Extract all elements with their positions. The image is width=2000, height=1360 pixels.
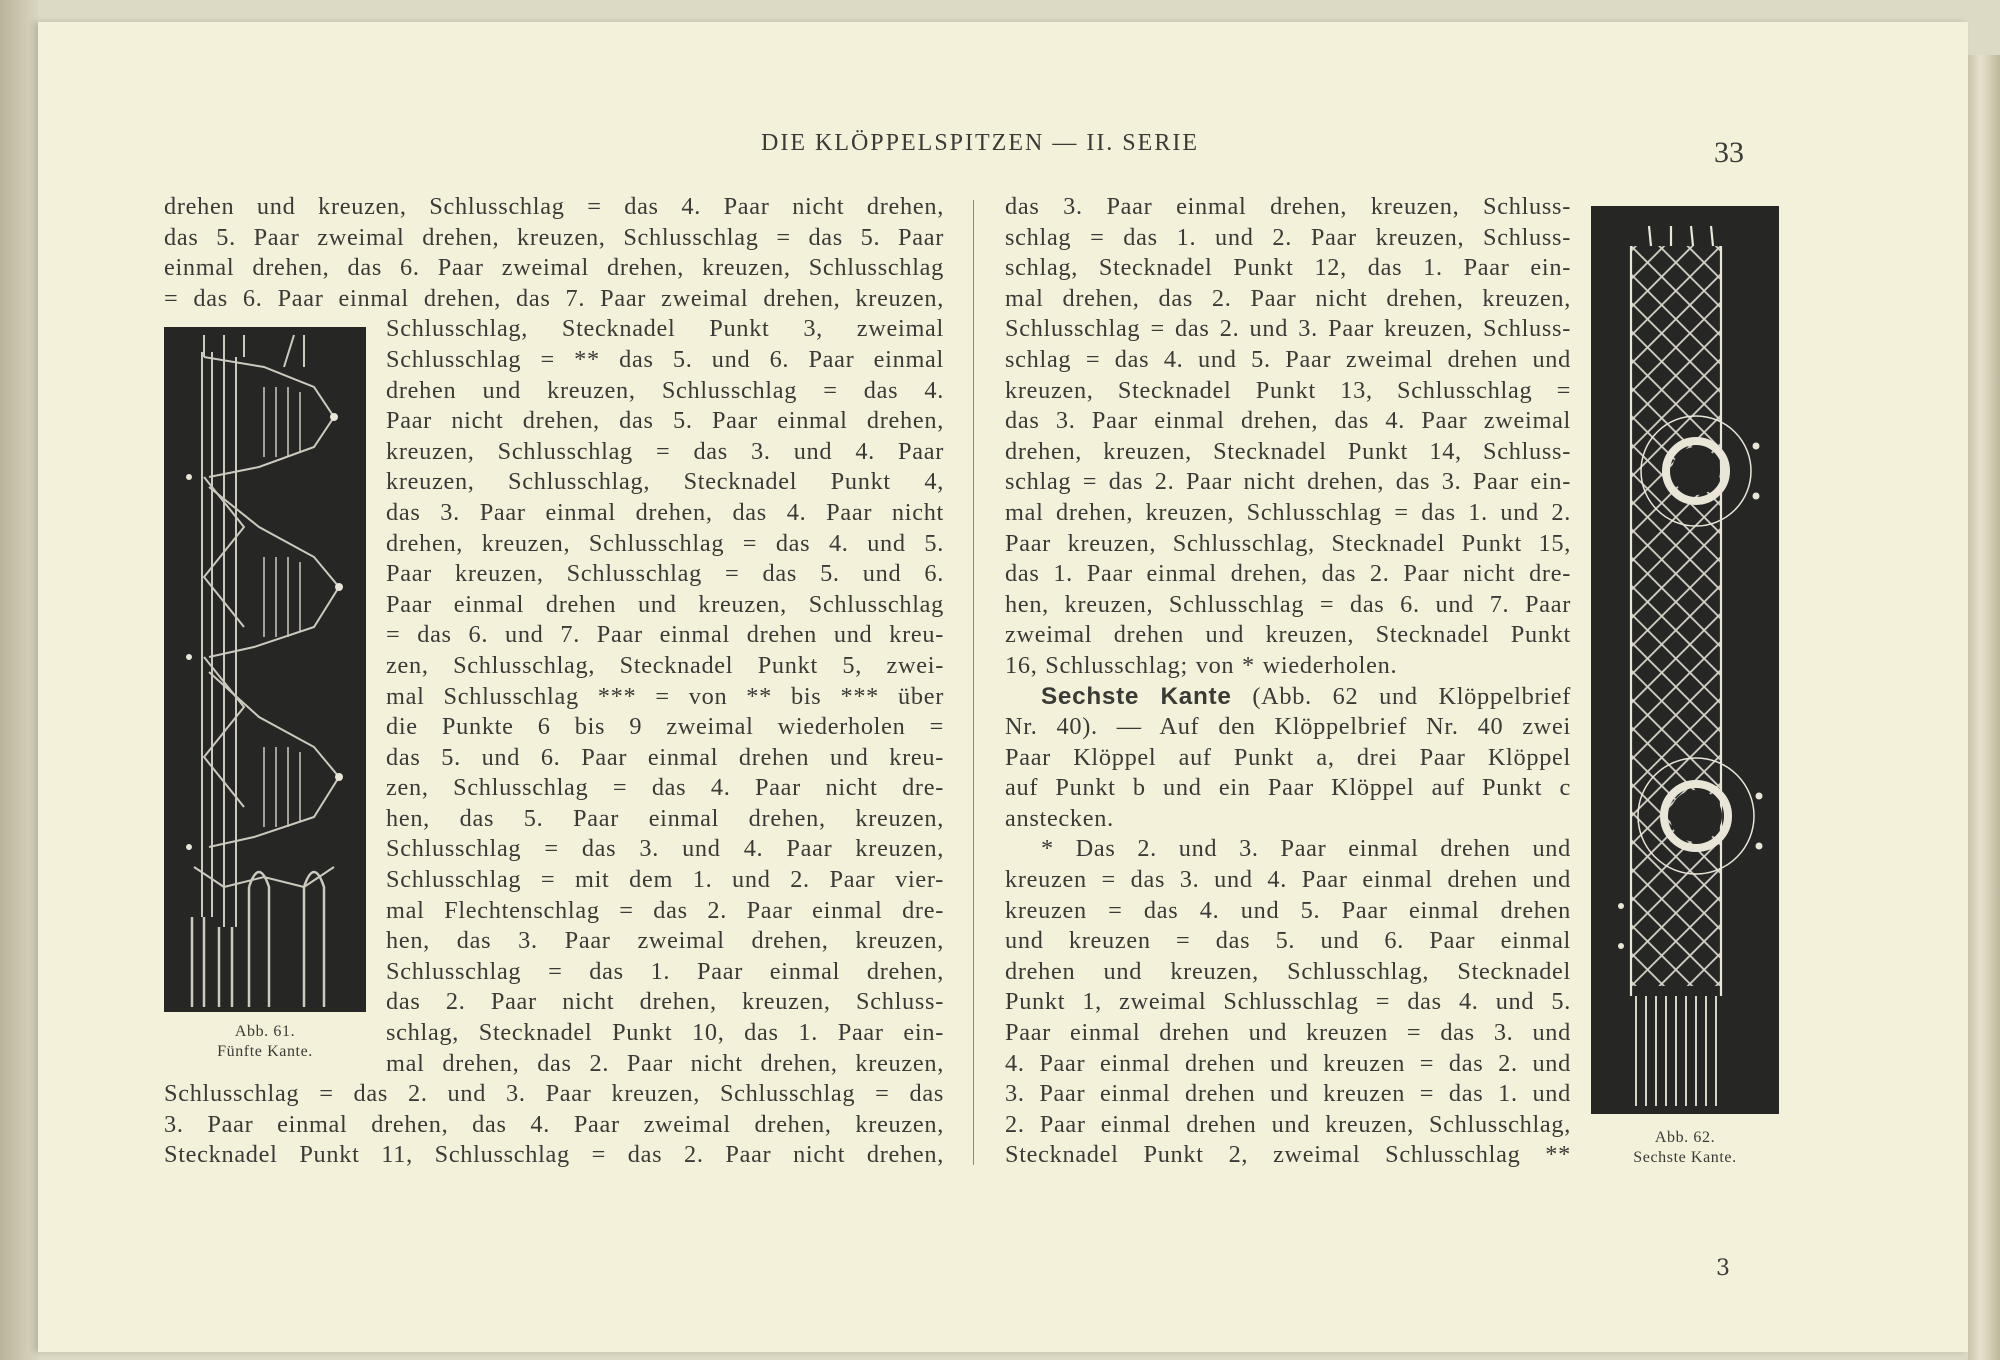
text-line: zweimal drehen und kreuzen, Stecknadel Punkt <box>1005 621 1571 649</box>
text-line: schlag, Stecknadel Punkt 12, das 1. Paar ein- <box>1005 254 1571 282</box>
text-line: mal Schlusschlag *** = von ** bis *** über <box>386 682 944 710</box>
text-line: 4. Paar einmal drehen und kreuzen = das 2. und <box>1005 1049 1571 1077</box>
text-line: und kreuzen = das 5. und 6. Paar einmal <box>1005 927 1571 955</box>
page-edge <box>1968 55 2000 1360</box>
text-line: 3. Paar einmal drehen und kreuzen = das 1. und <box>1005 1080 1571 1108</box>
column-rule <box>973 200 974 1165</box>
text-line: schlag = das 4. und 5. Paar zweimal drehen und <box>1005 345 1571 373</box>
text-line: drehen und kreuzen, Schlusschlag, Stecknadel <box>1005 957 1571 985</box>
figure-62-lace-image <box>1591 206 1779 1114</box>
text-line: das 3. Paar einmal drehen, das 4. Paar nicht <box>386 498 944 526</box>
figure-62-number: Abb. 62. <box>1654 1129 1716 1146</box>
lace-edging-illustration <box>1591 206 1779 1114</box>
text-line: schlag = das 2. Paar nicht drehen, das 3. Paar ein- <box>1005 468 1571 496</box>
column-right <box>1005 192 1571 1171</box>
text-line: kreuzen, Stecknadel Punkt 13, Schlusschlag = <box>1005 376 1571 404</box>
text-line: Paar kreuzen, Schlusschlag = das 5. und 6. <box>386 560 944 588</box>
text-line: hen, das 5. Paar einmal drehen, kreuzen, <box>386 804 944 832</box>
text-line: das 3. Paar einmal drehen, das 4. Paar zweimal <box>1005 407 1571 435</box>
text-line: = das 6. und 7. Paar einmal drehen und kreu- <box>386 621 944 649</box>
section-heading-line <box>1005 682 1571 713</box>
text-line: = das 6. Paar einmal drehen, das 7. Paar zweimal drehen, kreuzen, <box>164 284 944 312</box>
column-left <box>164 192 944 1171</box>
text-line: kreuzen = das 4. und 5. Paar einmal drehen <box>1005 896 1571 924</box>
running-head: DIE KLÖPPELSPITZEN — II. SERIE <box>761 130 1199 156</box>
book-spine <box>0 0 38 1360</box>
text-line: hen, das 3. Paar zweimal drehen, kreuzen, <box>386 927 944 955</box>
text-line: Schlusschlag = das 3. und 4. Paar kreuzen, <box>386 835 944 863</box>
text-line: die Punkte 6 bis 9 zweimal wiederholen = <box>386 713 944 741</box>
text-line: Schlusschlag = das 2. und 3. Paar kreuzen, Schlusschlag = das <box>164 1080 944 1108</box>
text-line: drehen, kreuzen, Stecknadel Punkt 14, Schluss- <box>1005 437 1571 465</box>
text-line: schlag = das 1. und 2. Paar kreuzen, Schluss- <box>1005 223 1571 251</box>
text-line: kreuzen = das 3. und 4. Paar einmal drehen und <box>1005 866 1571 894</box>
text-line: drehen und kreuzen, Schlusschlag = das 4. Paar nicht drehen, <box>164 193 944 220</box>
text-line: Paar einmal drehen und kreuzen, Schlusschlag <box>386 590 944 618</box>
text-line: das 3. Paar einmal drehen, kreuzen, Schluss- <box>1005 193 1571 220</box>
text-line: Schlusschlag = ** das 5. und 6. Paar einmal <box>386 345 944 373</box>
text-line: Schlusschlag = das 2. und 3. Paar kreuzen, Schluss- <box>1005 315 1571 343</box>
text-line: mal drehen, das 2. Paar nicht drehen, kreuzen, <box>386 1049 944 1077</box>
text-line: 16, Schlusschlag; von * wiederholen. <box>1005 651 1398 679</box>
text-line: Paar Klöppel auf Punkt a, drei Paar Klöppel <box>1005 743 1571 771</box>
figure-62-caption <box>1591 1128 1779 1168</box>
text-line: drehen und kreuzen, Schlusschlag = das 4. <box>386 376 944 404</box>
text-line: 3. Paar einmal drehen, das 4. Paar zweimal drehen, kreuzen, <box>164 1110 944 1138</box>
text-line: anstecken. <box>1005 804 1114 832</box>
page-number: 33 <box>1714 136 1744 169</box>
figure-61-title: Fünfte Kante. <box>217 1043 313 1060</box>
text-line: (Abb. 62 und Klöppelbrief <box>1252 682 1571 710</box>
text-line: Nr. 40). — Auf den Klöppelbrief Nr. 40 zwei <box>1005 713 1571 741</box>
text-line: kreuzen, Schlusschlag, Stecknadel Punkt 4, <box>386 468 944 496</box>
text-line: einmal drehen, das 6. Paar zweimal drehen, kreuzen, Schlusschlag <box>164 254 944 282</box>
text-line: zen, Schlusschlag, Stecknadel Punkt 5, zwei- <box>386 651 944 679</box>
text-line: Schlusschlag = mit dem 1. und 2. Paar vier- <box>386 866 944 894</box>
signature-mark: 3 <box>1716 1256 1730 1281</box>
figure-61-number: Abb. 61. <box>234 1023 296 1040</box>
text-line: mal Flechtenschlag = das 2. Paar einmal dre- <box>386 896 944 924</box>
text-line: das 5. Paar zweimal drehen, kreuzen, Schlusschlag = das 5. Paar <box>164 223 944 251</box>
text-line: Schlusschlag = das 1. Paar einmal drehen, <box>386 957 944 985</box>
text-line: zen, Schlusschlag = das 4. Paar nicht dre- <box>386 774 944 802</box>
text-line: 2. Paar einmal drehen und kreuzen, Schlusschlag, <box>1005 1110 1571 1138</box>
text-line: auf Punkt b und ein Paar Klöppel auf Punkt c <box>1005 774 1571 802</box>
text-line: Paar kreuzen, Schlusschlag, Stecknadel Punkt 15, <box>1005 529 1571 557</box>
text-line: kreuzen, Schlusschlag = das 3. und 4. Paar <box>386 437 944 465</box>
text-line: Paar einmal drehen und kreuzen = das 3. und <box>1005 1019 1571 1047</box>
text-line: Paar nicht drehen, das 5. Paar einmal drehen, <box>386 407 944 435</box>
text-line: das 2. Paar nicht drehen, kreuzen, Schluss- <box>386 988 944 1016</box>
figure-62-title: Sechste Kante. <box>1633 1149 1737 1166</box>
text-line: Punkt 1, zweimal Schlusschlag = das 4. und 5. <box>1005 988 1571 1016</box>
text-line: Stecknadel Punkt 2, zweimal Schlusschlag ** <box>1005 1141 1571 1169</box>
text-line: mal drehen, das 2. Paar nicht drehen, kreuzen, <box>1005 284 1571 312</box>
text-line: das 1. Paar einmal drehen, das 2. Paar nicht dre- <box>1005 560 1571 588</box>
text-line: drehen, kreuzen, Schlusschlag = das 4. und 5. <box>386 529 944 557</box>
text-line: das 5. und 6. Paar einmal drehen und kreu- <box>386 743 944 771</box>
text-line: Stecknadel Punkt 11, Schlusschlag = das 2. Paar nicht drehen, <box>164 1141 944 1169</box>
text-line: schlag, Stecknadel Punkt 10, das 1. Paar ein- <box>386 1019 944 1047</box>
text-line: hen, kreuzen, Schlusschlag = das 6. und 7. Paar <box>1005 590 1571 618</box>
text-line: * Das 2. und 3. Paar einmal drehen und <box>1041 835 1571 863</box>
text-beside-figure <box>386 314 944 1079</box>
section-heading: Sechste Kante <box>1041 682 1232 710</box>
text-line: Schlusschlag, Stecknadel Punkt 3, zweimal <box>386 315 944 343</box>
text-line: mal drehen, kreuzen, Schlusschlag = das 1. und 2. <box>1005 498 1571 526</box>
